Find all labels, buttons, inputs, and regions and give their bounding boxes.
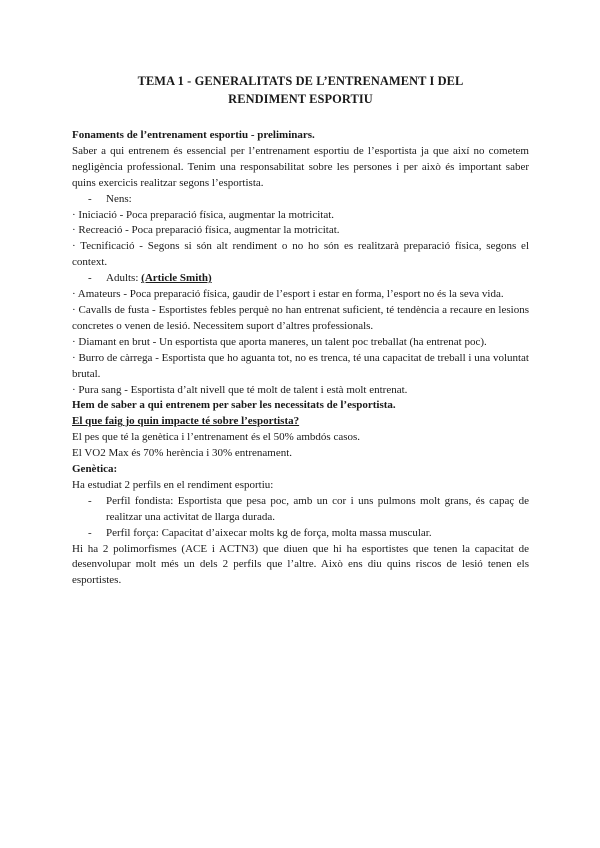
title-line-2: RENDIMENT ESPORTIU [228,92,373,106]
title-line-1: TEMA 1 - GENERALITATS DE L’ENTRENAMENT I DEL [137,74,464,88]
list-item-burro-de-carrega: · Burro de càrrega - Esportista que ho aguanta tot, no es trenca, té una capacitat de treball i una voluntat brutal. [72,351,529,380]
adults-label: Adults: [106,272,139,285]
section-heading-impacte: El que faig jo quin impacte té sobre l’esportista? [72,415,300,428]
dash-marker: - [88,272,92,285]
genetics-weight-line: El pes que té la genètica i l’entrenament és el 50% ambdós casos. [72,431,361,444]
list-item-tecnificacio: · Tecnificació - Segons si són alt rendiment o no ho són es realitzarà preparació física, segons el context. [72,240,529,269]
genetica-intro: Ha estudiat 2 perfils en el rendiment esportiu: [72,478,274,491]
list-item-diamant-en-brut: · Diamant en brut - Un esportista que aporta maneres, un talent poc treballat (ha entrenat poc). [72,335,487,348]
polimorfismes-paragraph: Hi ha 2 polimorfismes (ACE i ACTN3) que diuen que hi ha esportistes que tenen la capacitat de desenvolupar molt més un dels 2 perfils que l’altre. Això ens diu quins riscos de lesió tenen els esportistes. [72,542,529,587]
profile-text: Perfil fondista: Esportista que pesa poc, amb un cor i uns pulmons molt grans, és capaç de realitzar una activitat de llarga durada. [106,494,529,523]
adults-list-header [72,271,529,287]
profile-item-forca [72,526,529,542]
page-title [72,72,529,108]
vo2max-line: El VO2 Max és 70% herència i 30% entrenament. [72,447,293,460]
list-item-amateurs: · Amateurs - Poca preparació física, gaudir de l’esport i estar en forma, l’esport no és la seva vida. [72,288,504,301]
list-item-cavalls-de-fusta: · Cavalls de fusta - Esportistes febles perquè no han entrenat suficient, té tendència a recaure en lesions concretes o venen de lesió. Necessitem suport d’altres professionals. [72,303,529,332]
dash-marker: - [88,192,92,205]
bold-statement: Hem de saber a qui entrenem per saber les necessitats de l’esportista. [72,399,396,412]
document-page [72,72,529,589]
section-heading-genetica: Genètica: [72,463,118,476]
list-item-iniciacio: · Iniciació - Poca preparació física, augmentar la motricitat. [72,208,335,221]
nens-list-header [72,192,529,208]
list-item-recreacio: · Recreació - Poca preparació física, augmentar la motricitat. [72,224,340,237]
adults-label-wrap [106,271,529,287]
section-heading-fonaments: Fonaments de l’entrenament esportiu - preliminars. [72,129,315,141]
list-item-pura-sang: · Pura sang - Esportista d’alt nivell que té molt de talent i està molt entrenat. [72,383,408,396]
profile-item-fondista [72,494,529,526]
article-reference: (Article Smith) [141,272,212,285]
dash-marker: - [88,526,92,539]
nens-label: Nens: [106,192,132,205]
dash-marker: - [88,494,92,507]
intro-paragraph: Saber a qui entrenem és essencial per l’entrenament esportiu de l’esportista ja que així no cometem negligència professional. Tenim una responsabilitat sobre les persones i per això és important saber quins exercicis realitzar segons l’esportista. [72,144,529,189]
profile-text: Perfil força: Capacitat d’aixecar molts kg de força, molta massa muscular. [106,526,432,539]
